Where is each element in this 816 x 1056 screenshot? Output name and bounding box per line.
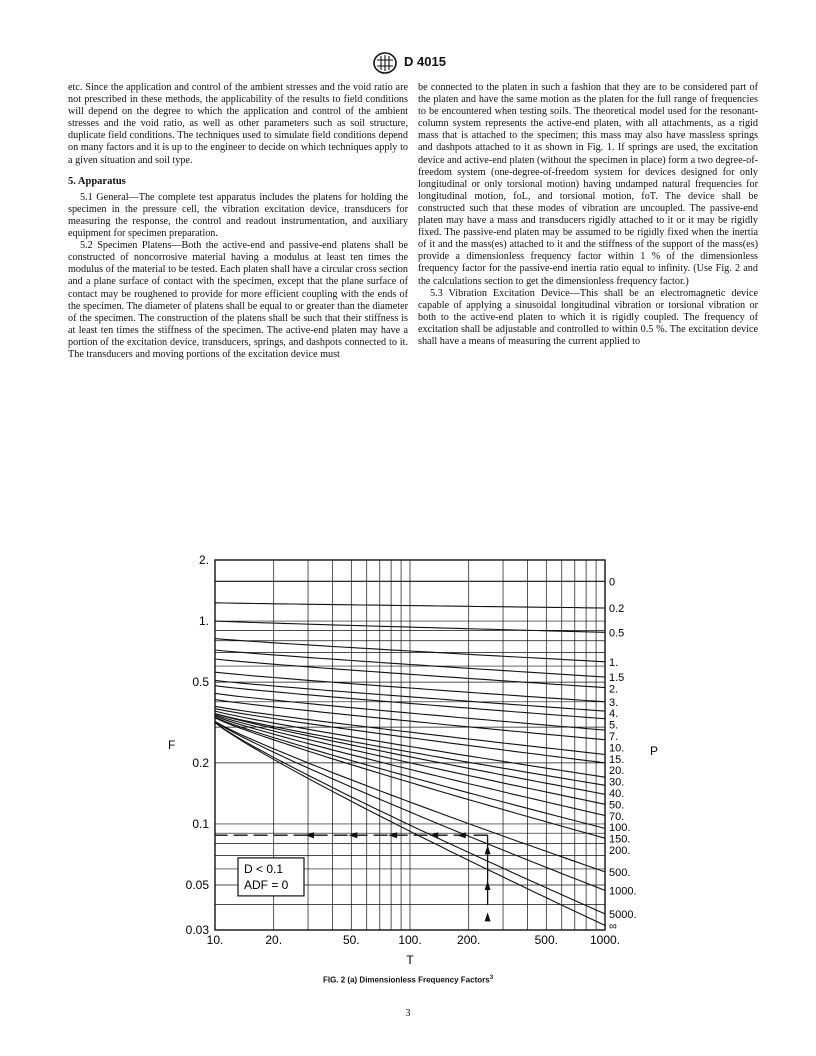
p-label: 30. <box>609 776 625 789</box>
p-label: 200. <box>609 844 631 857</box>
page-number: 3 <box>405 1008 411 1019</box>
x-tick-label: 50. <box>342 933 360 947</box>
p-label: 20. <box>609 765 625 778</box>
inset-line1: D < 0.1 <box>244 861 284 876</box>
right-axis-label: P <box>650 743 659 758</box>
p-label: 1000. <box>609 885 637 898</box>
p-label: 40. <box>609 787 625 800</box>
p-label: 4. <box>609 708 619 721</box>
y-tick-label: 1. <box>198 614 209 629</box>
chart-svg <box>160 540 660 980</box>
x-tick-label: 500. <box>534 933 558 947</box>
p-label: 70. <box>609 810 625 823</box>
paragraph: 5.2 Specimen Platens—Both the active-end and passive-end platens shall be constructed of noncorrosive material having a modulus at least ten times the modulus of the material to be tested. Each platen shall have a circular cross section and a plane surface of contact with the specimen, except that the plane surface of contact may be roughened to provide for more efficient coupling with the ends of the specimen. The diameter of platens shall be equal to or greater than the diameter of the specimen. The construction of the platens shall be such that their stiffness is at least ten times the stiffness of the specimen. The active-end platen may have a portion of the excitation device, transducers, springs, and dashpots connected to it. The transducers and moving portions of the excitation device must <box>68 240 408 360</box>
x-tick-label: 1000. <box>589 933 621 947</box>
arrow-up-icon <box>485 881 491 890</box>
p-label: 50. <box>609 799 625 812</box>
p-label: 0 <box>609 576 616 589</box>
y-axis-label: F <box>168 738 176 752</box>
left-column <box>68 82 408 361</box>
p-label: 1.5 <box>609 672 625 685</box>
astm-logo-icon <box>372 52 398 74</box>
right-column <box>418 82 758 348</box>
p-label: 5. <box>609 719 619 732</box>
inset-line2: ADF = 0 <box>244 877 289 892</box>
x-axis-label: T <box>406 953 414 967</box>
chart-annotation <box>215 832 491 921</box>
p-label: 15. <box>609 753 625 766</box>
y-tick-label: 0.1 <box>192 816 209 831</box>
section-heading: 5. Apparatus <box>68 175 126 187</box>
y-tick-label: 0.05 <box>185 877 209 892</box>
x-tick-label: 20. <box>265 933 283 947</box>
p-label: ∞ <box>609 920 617 933</box>
p-label: 2. <box>609 683 619 696</box>
p-label: 7. <box>609 730 619 743</box>
p-label: 5000. <box>609 908 637 921</box>
frequency-factor-chart <box>160 540 660 980</box>
p-label: 10. <box>609 742 625 755</box>
p-label: 100. <box>609 822 631 835</box>
y-tick-label: 0.03 <box>185 923 209 937</box>
p-label: 0.2 <box>609 602 625 615</box>
p-label: 150. <box>609 833 631 846</box>
arrow-up-icon <box>485 845 491 854</box>
y-tick-label: 0.5 <box>192 675 209 690</box>
page-header <box>0 52 816 76</box>
paragraph: 5.1 General—The complete test apparatus includes the platens for holding the specimen in the pressure cell, the vibration excitation device, transducers for measuring the response, the control and readout instrumentation, and auxiliary equipment for specimen preparation. <box>68 191 408 240</box>
y-tick-label: 0.2 <box>192 755 209 770</box>
paragraph: etc. Since the application and control of the ambient stresses and the void ratio are not prescribed in these methods, the applicability of the results to field conditions will depend on the degree to which the application and control of the ambient stresses and the void ratio, as well as other parameters such as soil structure, duplicate field conditions. The techniques used to simulate field conditions depend on many factors and it is up to the engineer to decide on which techniques apply to a given situation and soil type. <box>68 82 408 166</box>
figure-caption: FIG. 2 (a) Dimensionless Frequency Factors$^3$ <box>322 975 494 985</box>
x-tick-label: 100. <box>398 933 422 947</box>
paragraph: 5.3 Vibration Excitation Device—This shall be an electromagnetic device capable of applying a sinusoidal longitudinal vibration or torsional vibration or both to the active-end platen to which it is rigidly coupled. The frequency of excitation shall be adjustable and controlled to within 0.5 %. The excitation device shall have a means of measuring the current applied to <box>418 287 758 347</box>
x-tick-label: 10. <box>206 933 224 947</box>
p-label: 500. <box>609 866 631 879</box>
x-tick-label: 200. <box>457 933 481 947</box>
p-label: 0.5 <box>609 627 625 640</box>
y-tick-label: 2. <box>198 553 209 567</box>
arrow-up-icon <box>485 912 491 921</box>
p-label: 3. <box>609 696 619 709</box>
paragraph: be connected to the platen in such a fashion that they are to be considered part of the platen and have the same motion as the platen for the full range of frequencies to be encountered when testing soils. The theoretical model used for the resonant-column system represents the active-end platen, with all attachments, as a rigid mass that is attached to the specimen; this mass may also have massless springs and dashpots attached to it as shown in Fig. 1. If springs are used, the excitation device and active-end platen (without the specimen in place) form a two degree-of-freedom system (one-degree-of-freedom system for devices designed for only longitudinal or only torsional motion) having undamped natural frequencies for longitudinal motion, foL, and torsional motion, foT. The device shall be constructed such that these modes of vibration are uncoupled. The passive-end platen may have a mass and transducers rigidly attached to it or it may be rigidly fixed. The passive-end platen may be assumed to be rigidly fixed when the inertia of it and the mass(es) attached to it and the stiffness of the support of the mass(es) provide a dimensionless frequency factor within 1 % of the dimensionless frequency factor for the passive-end inertia ratio equal to infinity. (Use Fig. 2 and the calculations section to get the dimensionless frequency factor.) <box>418 82 758 287</box>
standard-designation: D 4015 <box>404 54 446 69</box>
p-label: 1. <box>609 656 619 669</box>
